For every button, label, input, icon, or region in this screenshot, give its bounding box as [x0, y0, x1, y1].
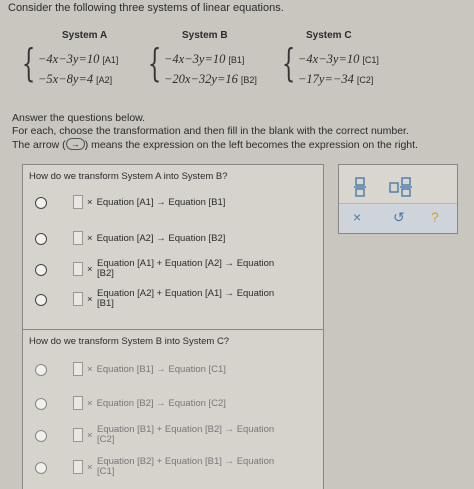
- radio-button[interactable]: [35, 197, 47, 209]
- question-b-section: [23, 329, 323, 489]
- tool-actions: [339, 203, 457, 233]
- equation-a1: −4x−3y=10 [A1]: [38, 52, 119, 66]
- instructions: Answer the questions below. For each, choose the transformation and then fill in the blank with the correct number. The arrow ( → ) means the expression on the left becomes the expression on the right.: [12, 112, 418, 151]
- mixed-number-icon[interactable]: [389, 177, 413, 197]
- blank-input[interactable]: [73, 262, 83, 276]
- option-label: × Equation [B1] → Equation [C1]: [87, 364, 226, 375]
- radio-button[interactable]: [35, 364, 47, 376]
- brace-icon: {: [22, 41, 36, 85]
- system-c: [282, 41, 422, 96]
- system-a: [22, 41, 142, 96]
- option-b1[interactable]: [31, 360, 321, 384]
- option-b4[interactable]: × Equation [B2] + Equation [B1] → Equation [C1]: [31, 458, 321, 482]
- blank-input[interactable]: [73, 292, 83, 306]
- system-b: [148, 41, 278, 96]
- radio-button[interactable]: [35, 430, 47, 442]
- question-a-section: [23, 165, 323, 329]
- brace-icon: {: [282, 41, 296, 85]
- question-b-prompt: How do we transform System B into System C?: [29, 336, 230, 347]
- option-label: × Equation [A2] → Equation [B2]: [87, 233, 226, 244]
- option-b3[interactable]: × Equation [B1] + Equation [B2] → Equation [C2]: [31, 426, 321, 450]
- equation-c2: −17y=−34 [C2]: [298, 72, 374, 86]
- fraction-icon[interactable]: [353, 177, 367, 197]
- radio-button[interactable]: [35, 294, 47, 306]
- system-a-title: System A: [62, 30, 108, 41]
- radio-button[interactable]: [35, 264, 47, 276]
- option-a1[interactable]: [31, 193, 321, 217]
- option-label: × Equation [A1] → Equation [B1]: [87, 197, 226, 208]
- help-button[interactable]: ?: [431, 209, 439, 225]
- question-a-prompt: How do we transform System A into System B?: [29, 171, 228, 182]
- equation-c1: −4x−3y=10 [C1]: [298, 52, 379, 66]
- system-b-title: System B: [182, 30, 228, 41]
- equation-a2: −5x−8y=4 [A2]: [38, 72, 113, 86]
- option-a4[interactable]: × Equation [A2] + Equation [A1] → Equation [B1]: [31, 290, 321, 314]
- radio-button[interactable]: [35, 233, 47, 245]
- option-a3[interactable]: × Equation [A1] + Equation [A2] → Equation [B2]: [31, 260, 321, 284]
- blank-input[interactable]: [73, 362, 83, 376]
- option-b2[interactable]: [31, 394, 321, 418]
- blank-input[interactable]: [73, 428, 83, 442]
- math-toolbox: [338, 164, 458, 234]
- blank-input[interactable]: [73, 396, 83, 410]
- question-panel: [22, 164, 324, 489]
- radio-button[interactable]: [35, 462, 47, 474]
- undo-button[interactable]: ↺: [393, 209, 405, 225]
- intro-text: Consider the following three systems of linear equations.: [8, 2, 284, 14]
- clear-button[interactable]: ×: [353, 209, 362, 225]
- blank-input[interactable]: [73, 460, 83, 474]
- arrow-icon: →: [66, 138, 85, 150]
- blank-input[interactable]: [73, 195, 83, 209]
- system-c-title: System C: [306, 30, 352, 41]
- equation-b2: −20x−32y=16 [B2]: [164, 72, 257, 86]
- brace-icon: {: [148, 41, 162, 85]
- equation-b1: −4x−3y=10 [B1]: [164, 52, 245, 66]
- option-label: × Equation [B2] → Equation [C2]: [87, 398, 226, 409]
- radio-button[interactable]: [35, 398, 47, 410]
- blank-input[interactable]: [73, 231, 83, 245]
- option-a2[interactable]: [31, 229, 321, 253]
